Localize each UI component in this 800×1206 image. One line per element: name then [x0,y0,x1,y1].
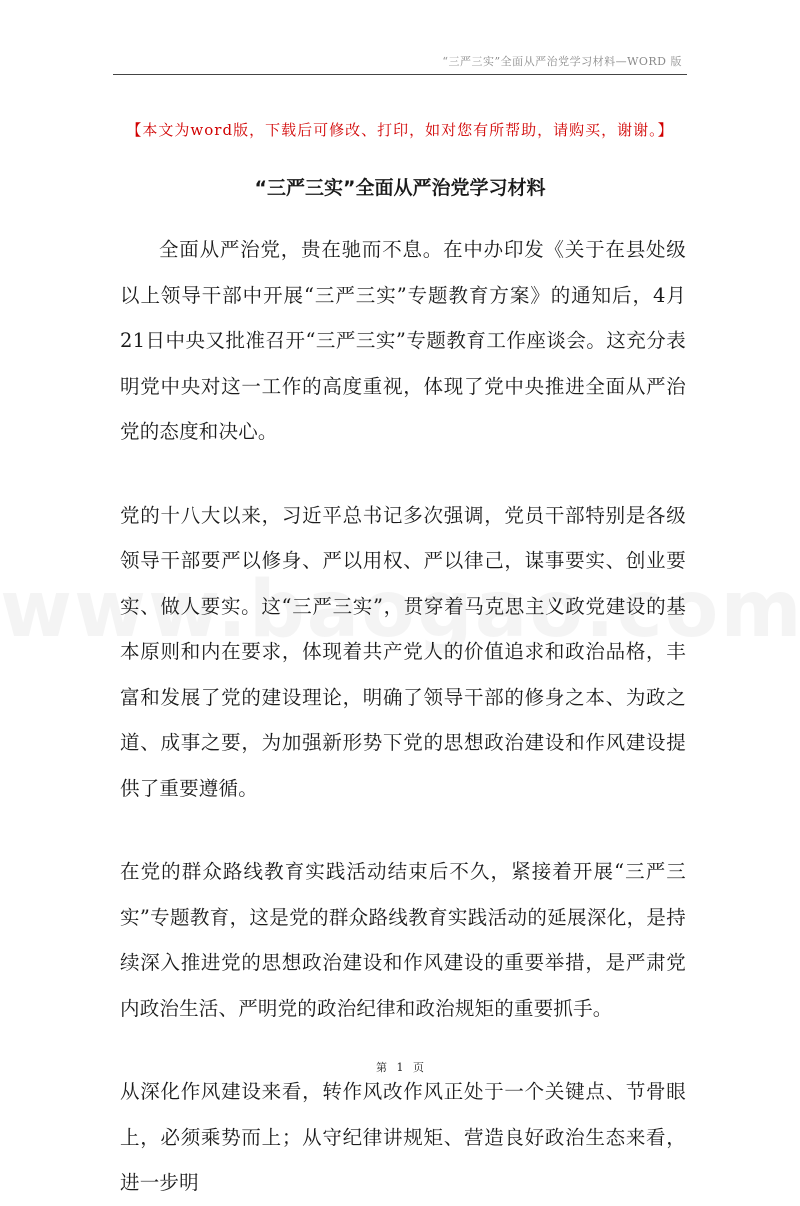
paragraph-3: 在党的群众路线教育实践活动结束后不久，紧接着开展“三严三实”专题教育，这是党的群众路线教育实践活动的延展深化，是持续深入推进党的思想政治建设和作风建设的重要举措，是严肃党内政治生活、严明党的政治纪律和政治规矩的重要抓手。 [120,860,686,1020]
paragraph-1: 全面从严治党，贵在驰而不息。在中办印发《关于在县处级以上领导干部中开展“三严三实”专题教育方案》的通知后，4月21日中央又批准召开“三严三实”专题教育工作座谈会。这充分表明党中央对这一工作的高度重视，体现了党中央推进全面从严治党的态度和决心。 [120,238,686,443]
header-divider [113,74,687,75]
page-number: 1 [396,1061,404,1074]
document-title: “三严三实”全面从严治党学习材料 [254,177,546,199]
page-prefix: 第 [376,1061,387,1074]
download-notice: 【本文为word版，下载后可修改、打印，如对您有所帮助，请购买，谢谢。】 [126,121,674,139]
page-suffix: 页 [413,1061,424,1074]
page-footer [0,1059,800,1075]
running-header: “三严三实”全面从严治党学习材料—WORD 版 [442,55,682,68]
paragraph-2: 党的十八大以来，习近平总书记多次强调，党员干部特别是各级领导干部要严以修身、严以用权、严以律己，谋事要实、创业要实、做人要实。这“三严三实”，贯穿着马克思主义政党建设的基本原则和内在要求，体现着共产党人的价值追求和政治品格，丰富和发展了党的建设理论，明确了领导干部的修身之本、为政之道、成事之要，为加强新形势下党的思想政治建设和作风建设提供了重要遵循。 [120,503,686,800]
paragraph-4: 从深化作风建设来看，转作风改作风正处于一个关键点、节骨眼上，必须乘势而上；从守纪律讲规矩、营造良好政治生态来看，进一步明 [120,1080,686,1194]
